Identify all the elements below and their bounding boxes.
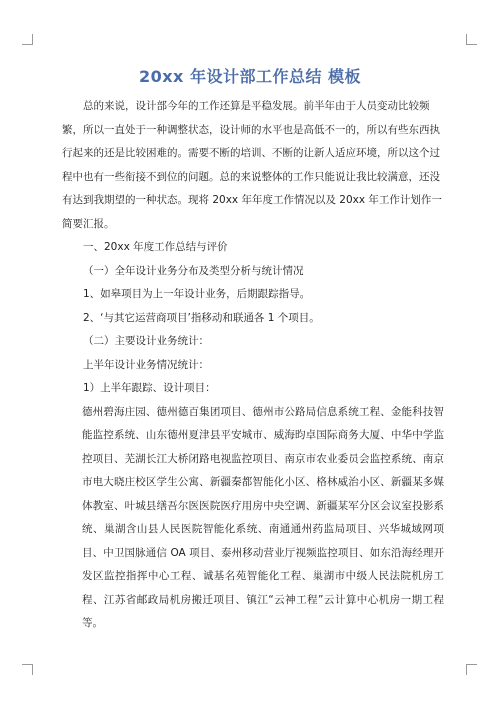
subsection-heading-1: （一）全年设计业务分布及类型分析与统计情况 (83, 264, 304, 277)
project-list-paragraph: 德州碧海庄园、德州德百集团项目、德州市公路局信息系统工程、金能科技智能监控系统、山东德州夏津县平安城市、威海昀卓国际商务大厦、中华中学监控项目、芜湖长江大桥闭路电视监控项目、南京市农业委员会监控系统、南京市电大晓庄校区学生公寓、新疆秦都智能化小区、格林威治小区、新疆某多媒体教室、叶城县缮吾尔医医院医疗用房中央空调、新疆某军分区会议室投影系统、巢湖含山县人民医院智能化系统、南通通州药监局项目、兴华城域网项目、中卫国脉通信 OA 项目、泰州移动营业厅视频监控项目、如东沿海经理开发区监控指挥中心工程、诚基名苑智能化工程、巢湖市中级人民法院机房工程、江苏省邮政局机房搬迁项目、镇江“云神工程”云计算中心机房一期工程等。 (82, 405, 444, 629)
list-item-1: 1、如皋项目为上一年设计业务，后期跟踪指导。 (83, 288, 311, 300)
project-list-heading: 1）上半年跟踪、设计项目： (83, 382, 216, 394)
subsection-heading-2: （二）主要设计业务统计： (83, 335, 209, 347)
document-title: 20xx 年设计部工作总结 模板 (138, 67, 362, 86)
document-body (62, 95, 444, 636)
section-heading-1: 一、20xx 年度工作总结与评价 (83, 241, 228, 253)
list-item-2: 2、‘与其它运营商项目’指移动和联通各 1 个项目。 (83, 311, 320, 324)
crop-mark-top-left (22, 34, 33, 45)
crop-mark-top-right (466, 34, 477, 45)
intro-paragraph: 总的来说，设计部今年的工作还算是平稳发展。前半年由于人员变动比较频繁，所以一直处于一种调整状态，设计师的水平也是高低不一的，所以有些东西执行起来的还是比较困难的。需要不断的培训、不断的让新人适应环境，所以这个过程中也有一些衔接不到位的问题。总的来说整体的工作只能说让我比较满意，还没有达到我期望的一种状态。现将 20xx 年年度工作情况以及 20xx 年工作计划作一简要汇报。 (62, 100, 442, 230)
crop-mark-bottom-left (22, 664, 33, 675)
half-year-heading: 上半年设计业务情况统计： (83, 358, 209, 371)
crop-mark-bottom-right (466, 664, 477, 675)
